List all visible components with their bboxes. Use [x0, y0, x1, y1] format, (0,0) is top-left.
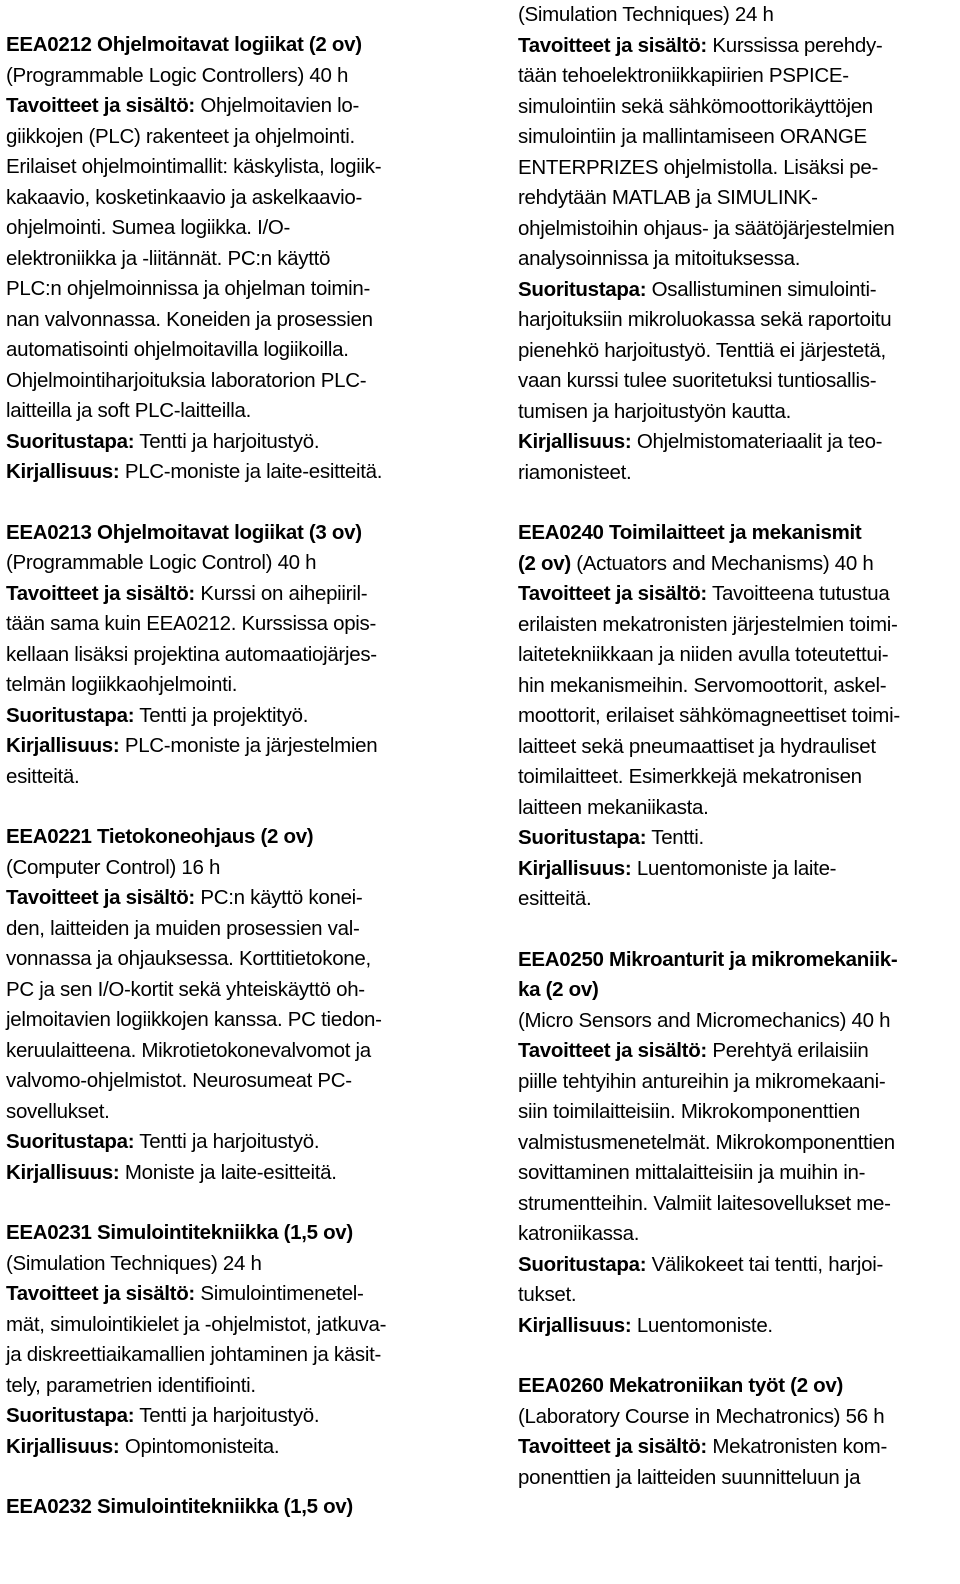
- body-text: vonnassa ja ohjauksessa. Korttitietokone,: [6, 947, 371, 970]
- body-text: PC ja sen I/O-kortit sekä yhteiskäyttö oh-: [6, 977, 365, 1001]
- text-line: [6, 30, 456, 61]
- body-text: keruulaitteena. Mikrotietokonevalvomot ja: [6, 1038, 371, 1062]
- body-text: riamonisteet.: [518, 460, 632, 484]
- text-line: [518, 549, 960, 580]
- body-text: simulointiin ja mallintamiseen ORANGE: [518, 125, 867, 148]
- course-entry: [518, 945, 960, 1342]
- bold-text: Suoritustapa:: [6, 1404, 135, 1427]
- text-line: [6, 335, 456, 366]
- body-text: laitteilla ja soft PLC-laitteilla.: [6, 399, 252, 422]
- text-line: [518, 518, 960, 549]
- bold-text: Suoritustapa:: [518, 826, 647, 849]
- body-text: Ohjelmistomateriaalit ja teo-: [631, 430, 883, 453]
- body-text: simulointiin sekä sähkömoottorikäyttöjen: [518, 94, 873, 118]
- text-line: [518, 945, 960, 976]
- bold-text: EEA0232 Simulointitekniikka (1,5 ov): [6, 1495, 353, 1518]
- bold-text: Tavoitteet ja sisältö:: [6, 886, 195, 909]
- text-line: [6, 731, 456, 762]
- text-line: [6, 1036, 456, 1067]
- body-text: piille tehtyihin antureihin ja mikromekaani-: [518, 1069, 886, 1093]
- body-text: Mekatronisten kom-: [706, 1435, 887, 1458]
- text-line: [6, 1097, 456, 1128]
- text-line: [6, 944, 456, 975]
- text-line: [6, 274, 456, 305]
- text-line: [518, 1463, 960, 1494]
- body-text: tely, parametrien identifiointi.: [6, 1373, 256, 1397]
- bold-text: Tavoitteet ja sisältö:: [6, 1282, 195, 1305]
- body-text: tään sama kuin EEA0212. Kurssissa opis-: [6, 612, 377, 635]
- text-line: [518, 0, 960, 31]
- text-line: [6, 883, 456, 914]
- text-line: [518, 640, 960, 671]
- body-text: Luentomoniste ja laite-: [631, 856, 837, 880]
- text-line: [6, 762, 456, 793]
- bold-text: EEA0260 Mekatroniikan työt (2 ov): [518, 1374, 844, 1397]
- text-line: [518, 1280, 960, 1311]
- body-text: (Micro Sensors and Micromechanics) 40 h: [518, 1008, 891, 1032]
- body-text: automatisointi ohjelmoitavilla logiikoilla.: [6, 338, 349, 361]
- text-line: [6, 1492, 456, 1523]
- text-line: [518, 1402, 960, 1433]
- body-text: giikkojen (PLC) rakenteet ja ohjelmointi.: [6, 124, 355, 148]
- text-line: [518, 31, 960, 62]
- body-text: Tentti ja projektityö.: [134, 703, 309, 727]
- body-text: hin mekanismeihin. Servomoottorit, askel-: [518, 673, 887, 697]
- text-line: [6, 427, 456, 458]
- text-line: [6, 579, 456, 610]
- body-text: analysoinnissa ja mitoituksessa.: [518, 247, 801, 270]
- body-text: (Programmable Logic Control) 40 h: [6, 551, 317, 574]
- text-line: [518, 762, 960, 793]
- body-text: Kurssi on aihepiiril-: [194, 581, 368, 605]
- body-text: PC:n käyttö konei-: [194, 886, 363, 909]
- text-line: [6, 609, 456, 640]
- bold-text: Suoritustapa:: [6, 429, 135, 453]
- body-text: nan valvonnassa. Koneiden ja prosessien: [6, 307, 373, 331]
- text-line: [518, 701, 960, 732]
- body-text: Moniste ja laite-esitteitä.: [119, 1160, 337, 1184]
- text-line: [6, 548, 456, 579]
- bold-text: Kirjallisuus:: [6, 1434, 120, 1458]
- right-column: [518, 0, 960, 1523]
- bold-text: Suoritustapa:: [6, 1130, 135, 1153]
- bold-text: Kirjallisuus:: [6, 734, 120, 757]
- text-line: [518, 671, 960, 702]
- text-line: [6, 366, 456, 397]
- text-line: [518, 275, 960, 306]
- bold-text: EEA0213 Ohjelmoitavat logiikat (3 ov): [6, 520, 362, 544]
- body-text: sovellukset.: [6, 1099, 110, 1123]
- body-text: ohjelmistoihin ohjaus- ja säätöjärjestelmien: [518, 216, 895, 240]
- text-line: [518, 579, 960, 610]
- bold-text: Kirjallisuus:: [6, 460, 120, 483]
- body-text: kakaavio, kosketinkaavio ja askelkaavio-: [6, 185, 363, 209]
- text-line: [518, 397, 960, 428]
- text-line: [518, 153, 960, 184]
- bold-text: Suoritustapa:: [518, 1252, 647, 1276]
- course-entry: [6, 30, 456, 488]
- text-line: [518, 214, 960, 245]
- body-text: vaan kurssi tulee suoritetuksi tuntiosallis-: [518, 369, 877, 392]
- body-text: ja diskreettiaikamallien johtaminen ja käsit-: [6, 1343, 382, 1366]
- text-line: [6, 518, 456, 549]
- bold-text: Suoritustapa:: [518, 277, 647, 301]
- bold-text: Tavoitteet ja sisältö:: [518, 1039, 707, 1062]
- body-text: Luentomoniste.: [631, 1313, 773, 1337]
- bold-text: Tavoitteet ja sisältö:: [518, 582, 707, 605]
- text-line: [518, 61, 960, 92]
- body-text: Välikokeet tai tentti, harjoi-: [646, 1252, 884, 1276]
- body-text: valvomo-ohjelmistot. Neurosumeat PC-: [6, 1069, 352, 1092]
- bold-text: (2 ov): [518, 551, 571, 575]
- bold-text: Kirjallisuus:: [518, 856, 632, 880]
- body-text: PLC-moniste ja järjestelmien: [119, 734, 378, 757]
- text-line: [6, 1158, 456, 1189]
- bold-text: Tavoitteet ja sisältö:: [518, 33, 707, 57]
- body-text: jelmoitavien logiikkojen kanssa. PC tiedon-: [6, 1008, 382, 1031]
- text-line: [518, 1189, 960, 1220]
- text-line: [6, 701, 456, 732]
- body-text: kellaan lisäksi projektina automaatiojärjes-: [6, 642, 377, 666]
- text-line: [518, 1371, 960, 1402]
- course-entry: [518, 1371, 960, 1493]
- body-text: PLC:n ohjelmoinnissa ja ohjelman toimin-: [6, 277, 371, 300]
- bold-text: EEA0250 Mikroanturit ja mikromekaniik-: [518, 947, 898, 971]
- course-entry: [6, 1218, 456, 1462]
- text-line: [6, 1371, 456, 1402]
- text-line: [518, 610, 960, 641]
- text-line: [6, 1249, 456, 1280]
- text-line: [518, 122, 960, 153]
- bold-text: Suoritustapa:: [6, 703, 135, 727]
- body-text: Tentti.: [646, 826, 704, 849]
- body-text: harjoituksiin mikroluokassa sekä raportoitu: [518, 308, 892, 331]
- text-line: [6, 1340, 456, 1371]
- body-text: toimilaitteet. Esimerkkejä mekatronisen: [518, 765, 862, 788]
- bold-text: Kirjallisuus:: [518, 1313, 632, 1337]
- course-entry: [6, 1492, 456, 1523]
- body-text: laitteen mekaniikasta.: [518, 795, 709, 819]
- body-text: siin toimilaitteisiin. Mikrokomponenttien: [518, 1100, 861, 1123]
- body-text: Perehtyä erilaisiin: [706, 1039, 869, 1062]
- body-text: telmän logiikkaohjelmointi.: [6, 673, 238, 696]
- text-line: [518, 1067, 960, 1098]
- text-line: [518, 884, 960, 915]
- bold-text: Kirjallisuus:: [6, 1160, 120, 1184]
- body-text: moottorit, erilaiset sähkömagneettiset toimi-: [518, 704, 900, 727]
- body-text: esitteitä.: [6, 764, 80, 788]
- text-line: [6, 914, 456, 945]
- text-line: [518, 183, 960, 214]
- text-line: [6, 91, 456, 122]
- course-entry: [6, 822, 456, 1188]
- text-line: [6, 1310, 456, 1341]
- bold-text: EEA0221 Tietokoneohjaus (2 ov): [6, 825, 314, 848]
- course-entry: [518, 0, 960, 488]
- text-line: [6, 1127, 456, 1158]
- body-text: erilaisten mekatronisten järjestelmien toimi-: [518, 612, 898, 636]
- bold-text: EEA0231 Simulointitekniikka (1,5 ov): [6, 1221, 353, 1244]
- body-text: rehdytään MATLAB ja SIMULINK-: [518, 186, 818, 209]
- text-line: [518, 854, 960, 885]
- text-line: [6, 822, 456, 853]
- bold-text: EEA0212 Ohjelmoitavat logiikat (2 ov): [6, 33, 362, 56]
- text-line: [6, 457, 456, 488]
- body-text: Erilaiset ohjelmointimallit: käskylista, logiik-: [6, 155, 382, 178]
- text-line: [518, 1158, 960, 1189]
- body-text: katroniikassa.: [518, 1222, 640, 1245]
- body-text: (Simulation Techniques) 24 h: [518, 3, 774, 26]
- text-line: [518, 458, 960, 489]
- text-line: [518, 793, 960, 824]
- body-text: Tavoitteena tutustua: [706, 582, 890, 605]
- bold-text: Tavoitteet ja sisältö:: [6, 581, 195, 605]
- body-text: Tentti ja harjoitustyö.: [134, 1404, 320, 1427]
- text-line: [518, 244, 960, 275]
- text-line: [518, 975, 960, 1006]
- body-text: pienehkö harjoitustyö. Tenttiä ei järjestetä,: [518, 338, 886, 362]
- course-entry: [518, 518, 960, 915]
- bold-text: Tavoitteet ja sisältö:: [6, 94, 195, 117]
- text-line: [518, 823, 960, 854]
- text-line: [6, 1279, 456, 1310]
- body-text: PLC-moniste ja laite-esitteitä.: [119, 460, 383, 483]
- text-line: [6, 640, 456, 671]
- text-line: [6, 975, 456, 1006]
- text-line: [518, 305, 960, 336]
- body-text: (Laboratory Course in Mechatronics) 56 h: [518, 1404, 885, 1428]
- text-line: [518, 427, 960, 458]
- body-text: mät, simulointikielet ja -ohjelmistot, jatkuva-: [6, 1312, 387, 1336]
- text-line: [6, 1005, 456, 1036]
- left-column: [6, 30, 456, 1553]
- text-line: [518, 1097, 960, 1128]
- text-line: [6, 305, 456, 336]
- text-line: [6, 213, 456, 244]
- text-line: [6, 1401, 456, 1432]
- body-text: sovittaminen mittalaitteisiin ja muihin in-: [518, 1161, 866, 1184]
- body-text: ponenttien ja laitteiden suunnitteluun ja: [518, 1465, 861, 1489]
- body-text: Kurssissa perehdy-: [706, 33, 883, 57]
- body-text: esitteitä.: [518, 887, 592, 910]
- text-line: [6, 670, 456, 701]
- body-text: strumentteihin. Valmiit laitesovellukset me-: [518, 1191, 891, 1215]
- text-line: [6, 152, 456, 183]
- text-line: [6, 1066, 456, 1097]
- text-line: [6, 1432, 456, 1463]
- text-line: [518, 1311, 960, 1342]
- text-line: [6, 1218, 456, 1249]
- body-text: (Actuators and Mechanisms) 40 h: [570, 551, 874, 575]
- text-line: [518, 732, 960, 763]
- text-line: [6, 853, 456, 884]
- text-line: [518, 366, 960, 397]
- text-line: [6, 244, 456, 275]
- body-text: (Simulation Techniques) 24 h: [6, 1251, 262, 1275]
- body-text: (Programmable Logic Controllers) 40 h: [6, 63, 349, 87]
- body-text: (Computer Control) 16 h: [6, 855, 221, 879]
- bold-text: Kirjallisuus:: [518, 430, 632, 453]
- body-text: Opintomonisteita.: [119, 1434, 280, 1458]
- text-line: [6, 122, 456, 153]
- body-text: valmistusmenetelmät. Mikrokomponenttien: [518, 1130, 895, 1154]
- body-text: ohjelmointi. Sumea logiikka. I/O-: [6, 216, 291, 239]
- body-text: tumisen ja harjoitustyön kautta.: [518, 399, 791, 423]
- text-line: [518, 1432, 960, 1463]
- course-entry: [6, 518, 456, 793]
- text-line: [518, 1128, 960, 1159]
- text-line: [518, 1219, 960, 1250]
- body-text: ENTERPRIZES ohjelmistolla. Lisäksi pe-: [518, 155, 878, 179]
- bold-text: EEA0240 Toimilaitteet ja mekanismit: [518, 521, 862, 544]
- text-line: [518, 92, 960, 123]
- text-line: [6, 396, 456, 427]
- text-line: [518, 1006, 960, 1037]
- body-text: Tentti ja harjoitustyö.: [134, 1130, 320, 1153]
- text-line: [6, 61, 456, 92]
- body-text: Osallistuminen simulointi-: [646, 277, 877, 301]
- body-text: den, laitteiden ja muiden prosessien val-: [6, 916, 360, 940]
- bold-text: ka (2 ov): [518, 978, 599, 1001]
- body-text: Tentti ja harjoitustyö.: [134, 429, 320, 453]
- bold-text: Tavoitteet ja sisältö:: [518, 1435, 707, 1458]
- body-text: Ohjelmoitavien lo-: [194, 94, 360, 117]
- body-text: elektroniikka ja -liitännät. PC:n käyttö: [6, 246, 331, 270]
- text-line: [518, 1036, 960, 1067]
- body-text: tukset.: [518, 1283, 577, 1306]
- body-text: laitteet sekä pneumaattiset ja hydrauliset: [518, 734, 876, 758]
- body-text: Ohjelmointiharjoituksia laboratorion PLC-: [6, 368, 367, 392]
- body-text: laitetekniikkaan ja niiden avulla toteutettui-: [518, 643, 889, 666]
- text-line: [6, 183, 456, 214]
- body-text: tään tehoelektroniikkapiirien PSPICE-: [518, 64, 849, 87]
- text-line: [518, 336, 960, 367]
- body-text: Simulointimenetel-: [194, 1282, 364, 1305]
- text-line: [518, 1250, 960, 1281]
